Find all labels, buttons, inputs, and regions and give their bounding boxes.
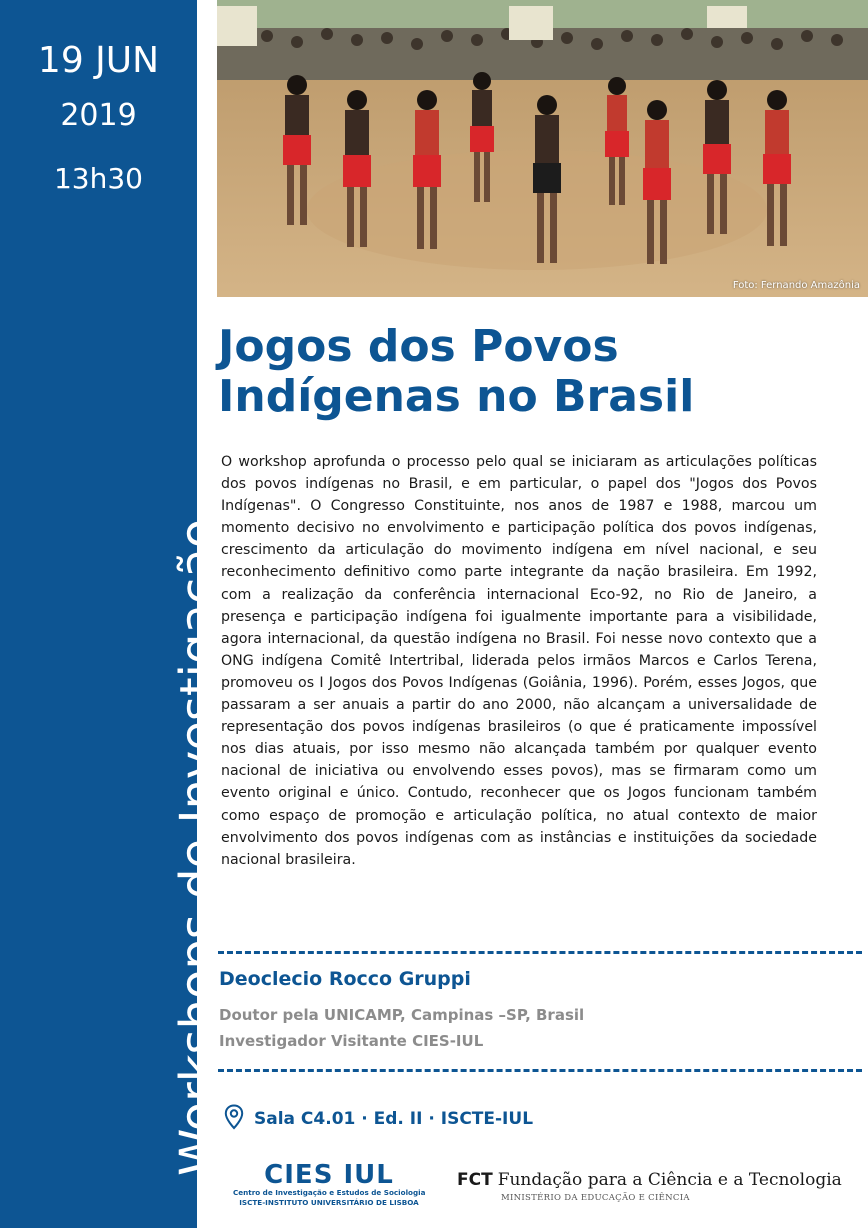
cies-iul-logo xyxy=(233,1162,425,1208)
description: O workshop aprofunda o processo pelo qual se iniciaram as articulações políticas dos povos indígenas no Brasil, e em particular, o papel dos "Jogos dos Povos Indígenas". O Congresso Constituinte, nos anos de 1987 e 1988, marcou um momento decisivo no envolvimento e participação política dos povos indígenas, crescimento da articulação do movimento indígena em nível nacional, e seu reconhecimento definitivo como parte integrante da nação brasileira. Em 1992, com a realização da conferência internacional Eco-92, no Rio de Janeiro, a presença e participação indígena foi igualmente importante para a visibilidade, agora internacional, da questão indígena no Brasil. Foi nesse novo contexto que a ONG indígena Comitê Intertribal, liderada pelos irmãos Marcos e Carlos Terena, promoveu os I Jogos dos Povos Indígenas (Goiânia, 1996). Porém, esses Jogos, que passaram a ser anuais a partir do ano 2000, não alcançam a universalidade de representação dos povos indígenas brasileiros (o que é praticamente impossível nos dias atuais, por isso mesmo não alcançada também por qualquer evento nacional de iniciativa ou envolvendo esses povos), mas se firmaram como um evento original e único. Contudo, reconhecer que os Jogos funcionam também como espaço de promoção e articulação política, no atual contexto de maior envolvimento dos povos indígenas com as instâncias e instituições da sociedade nacional brasileira. xyxy=(221,454,817,868)
cies-logo-institution: ISCTE-INSTITUTO UNIVERSITÁRIO DE LISBOA xyxy=(239,1198,419,1207)
page-title xyxy=(218,322,858,422)
fct-full-name: Fundação para a Ciência e a Tecnologia xyxy=(497,1170,842,1190)
location-pin-icon xyxy=(224,1104,244,1134)
event-photo xyxy=(217,0,868,297)
speaker-degree: Doutor pela UNICAMP, Campinas –SP, Brasil xyxy=(219,1006,585,1024)
page-title-line1: Jogos dos Povos xyxy=(218,321,619,372)
event-year: 2019 xyxy=(60,98,137,133)
series-title-line1: Workshops de Investigação xyxy=(170,518,226,1176)
fct-acronym: FCT xyxy=(457,1170,493,1190)
sidebar xyxy=(0,0,302,1228)
page-title-line2: Indígenas no Brasil xyxy=(218,371,695,422)
series-title-line2: CIES-IUL xyxy=(246,974,302,1176)
cies-logo-subtitle: Centro de Investigação e Estudos de Sociologia xyxy=(233,1188,426,1197)
dashed-divider-bottom xyxy=(218,1069,862,1072)
dashed-divider-top xyxy=(218,951,862,954)
speaker-name: Deoclecio Rocco Gruppi xyxy=(219,968,471,990)
fct-ministry: MINISTÉRIO DA EDUCAÇÃO E CIÊNCIA xyxy=(501,1193,690,1203)
event-location xyxy=(224,1104,533,1134)
cies-logo-name: CIES IUL xyxy=(264,1160,394,1190)
speaker-position: Investigador Visitante CIES-IUL xyxy=(219,1032,484,1050)
photo-credit: Foto: Fernando Amazônia xyxy=(732,280,860,291)
event-day: 19 JUN xyxy=(37,40,160,81)
fct-logo xyxy=(457,1170,842,1203)
event-time: 13h30 xyxy=(53,162,143,195)
location-text: Sala C4.01 · Ed. II · ISCTE-IUL xyxy=(254,1109,534,1129)
dancers-photo-illustration xyxy=(217,0,868,297)
